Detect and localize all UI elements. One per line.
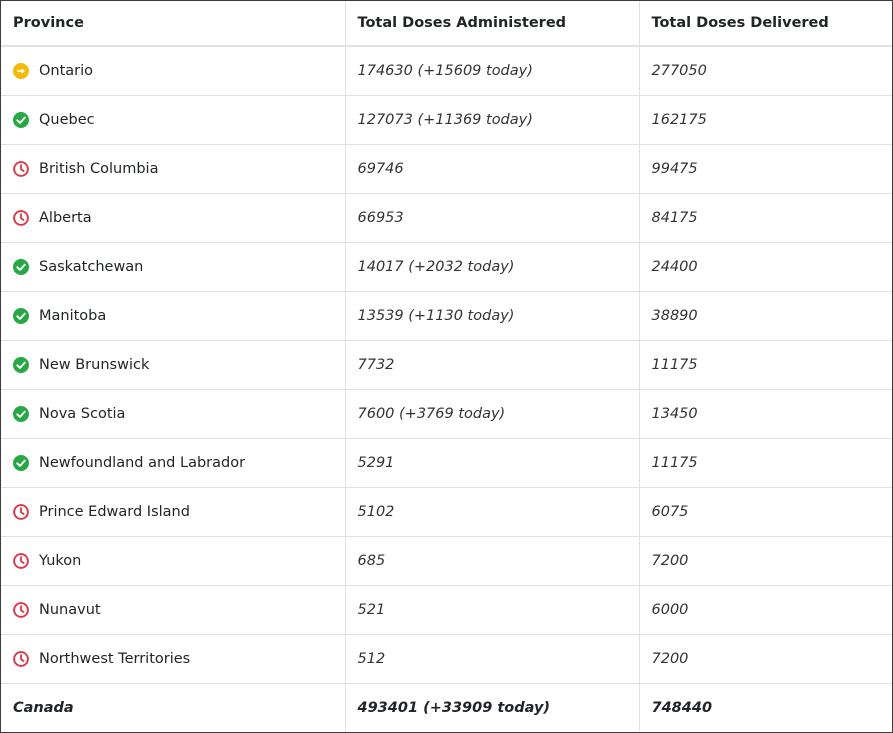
table-row xyxy=(1,439,892,488)
province-cell xyxy=(1,96,345,145)
delivered-cell: 6000 xyxy=(639,586,892,635)
province-name: Saskatchewan xyxy=(39,259,144,275)
clock-icon xyxy=(13,161,29,177)
administered-cell: 5102 xyxy=(345,488,639,537)
delivered-cell: 7200 xyxy=(639,635,892,684)
delivered-cell: 11175 xyxy=(639,439,892,488)
province-cell xyxy=(1,46,345,96)
table-row xyxy=(1,96,892,145)
table-row xyxy=(1,145,892,194)
table-row xyxy=(1,194,892,243)
clock-icon xyxy=(13,651,29,667)
check-circle-icon xyxy=(13,406,29,422)
province-name: New Brunswick xyxy=(39,357,150,373)
province-cell xyxy=(1,243,345,292)
table-row xyxy=(1,586,892,635)
clock-icon xyxy=(13,553,29,569)
total-delivered-cell: 748440 xyxy=(639,684,892,732)
province-name: Nunavut xyxy=(39,602,101,618)
total-administered-cell: 493401 (+33909 today) xyxy=(345,684,639,732)
province-cell xyxy=(1,390,345,439)
province-name: Quebec xyxy=(39,112,95,128)
province-name: Newfoundland and Labrador xyxy=(39,455,246,471)
check-circle-icon xyxy=(13,259,29,275)
administered-cell: 69746 xyxy=(345,145,639,194)
check-circle-icon xyxy=(13,112,29,128)
table-row xyxy=(1,292,892,341)
province-name: British Columbia xyxy=(39,161,159,177)
administered-cell: 7732 xyxy=(345,341,639,390)
administered-cell: 127073 (+11369 today) xyxy=(345,96,639,145)
province-name: Alberta xyxy=(39,210,92,226)
province-cell xyxy=(1,439,345,488)
delivered-cell: 7200 xyxy=(639,537,892,586)
province-cell xyxy=(1,586,345,635)
province-name: Yukon xyxy=(39,553,82,569)
province-cell xyxy=(1,194,345,243)
province-cell xyxy=(1,292,345,341)
delivered-cell: 162175 xyxy=(639,96,892,145)
column-header-province[interactable]: Province xyxy=(1,1,345,46)
province-cell xyxy=(1,145,345,194)
delivered-cell: 11175 xyxy=(639,341,892,390)
province-name: Prince Edward Island xyxy=(39,504,190,520)
administered-cell: 14017 (+2032 today) xyxy=(345,243,639,292)
province-name: Nova Scotia xyxy=(39,406,126,422)
table-row xyxy=(1,46,892,96)
delivered-cell: 38890 xyxy=(639,292,892,341)
table-row xyxy=(1,635,892,684)
province-cell xyxy=(1,537,345,586)
province-name: Manitoba xyxy=(39,308,107,324)
arrow-circle-icon xyxy=(13,63,29,79)
clock-icon xyxy=(13,504,29,520)
table-total-row xyxy=(1,684,892,732)
table-row xyxy=(1,488,892,537)
table-row xyxy=(1,537,892,586)
table-row xyxy=(1,243,892,292)
province-cell xyxy=(1,488,345,537)
administered-cell: 66953 xyxy=(345,194,639,243)
table-row xyxy=(1,341,892,390)
province-name: Northwest Territories xyxy=(39,651,191,667)
delivered-cell: 84175 xyxy=(639,194,892,243)
province-cell xyxy=(1,341,345,390)
check-circle-icon xyxy=(13,455,29,471)
administered-cell: 5291 xyxy=(345,439,639,488)
administered-cell: 7600 (+3769 today) xyxy=(345,390,639,439)
administered-cell: 13539 (+1130 today) xyxy=(345,292,639,341)
administered-cell: 512 xyxy=(345,635,639,684)
table-row xyxy=(1,390,892,439)
column-header-administered[interactable]: Total Doses Administered xyxy=(345,1,639,46)
vaccine-doses-table xyxy=(1,1,892,731)
delivered-cell: 6075 xyxy=(639,488,892,537)
administered-cell: 685 xyxy=(345,537,639,586)
clock-icon xyxy=(13,210,29,226)
province-cell xyxy=(1,635,345,684)
total-province-cell: Canada xyxy=(1,684,345,732)
delivered-cell: 277050 xyxy=(639,46,892,96)
table-header-row xyxy=(1,1,892,46)
check-circle-icon xyxy=(13,308,29,324)
column-header-delivered[interactable]: Total Doses Delivered xyxy=(639,1,892,46)
delivered-cell: 99475 xyxy=(639,145,892,194)
administered-cell: 174630 (+15609 today) xyxy=(345,46,639,96)
administered-cell: 521 xyxy=(345,586,639,635)
delivered-cell: 13450 xyxy=(639,390,892,439)
delivered-cell: 24400 xyxy=(639,243,892,292)
clock-icon xyxy=(13,602,29,618)
check-circle-icon xyxy=(13,357,29,373)
province-name: Ontario xyxy=(39,63,94,79)
